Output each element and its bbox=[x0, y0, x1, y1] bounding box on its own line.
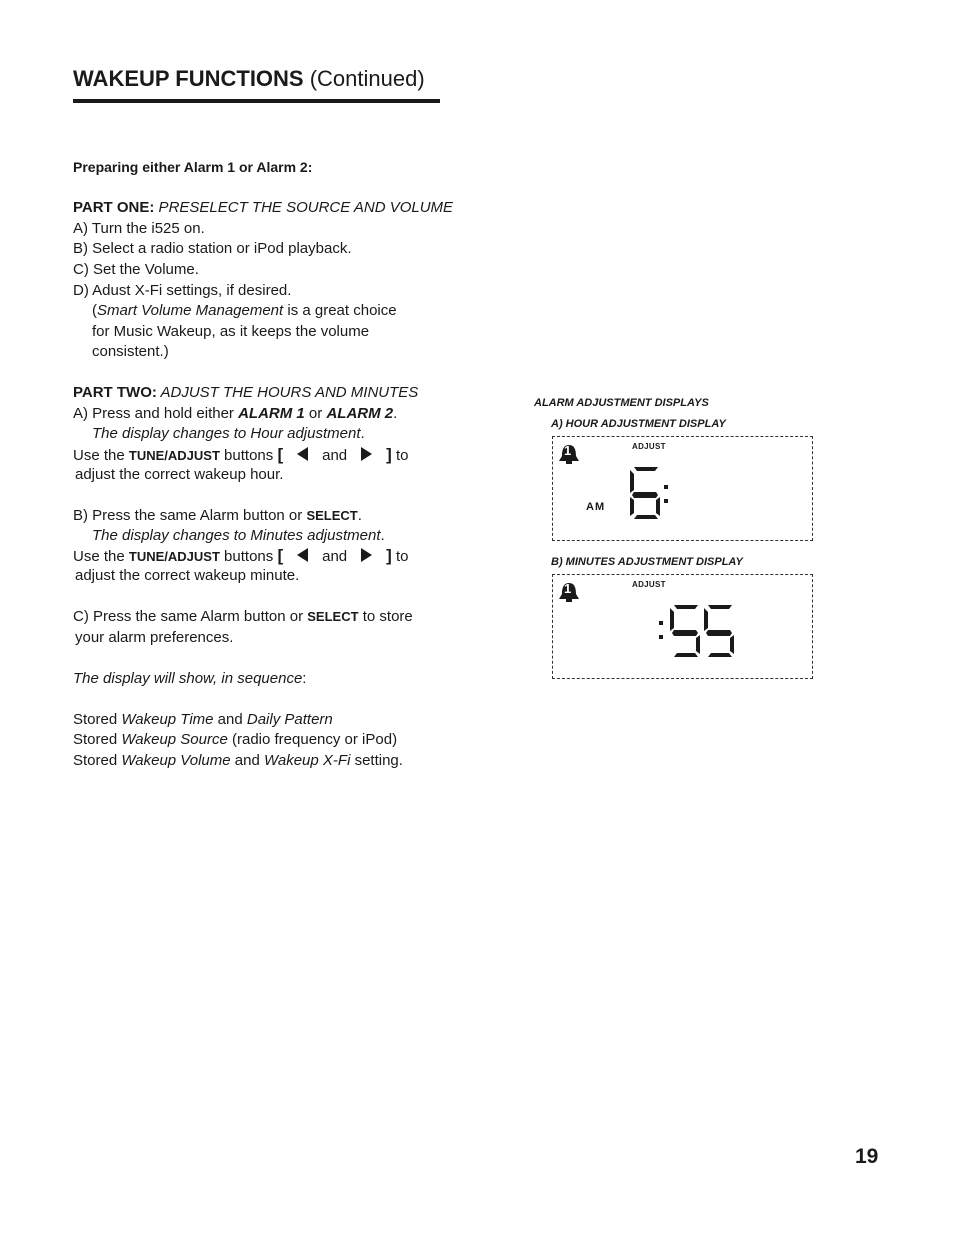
adjust-label: ADJUST bbox=[632, 442, 666, 451]
step-d-note: for Music Wakeup, as it keeps the volume bbox=[92, 323, 370, 340]
minute-digits-55 bbox=[658, 603, 736, 659]
part-two-step-c: C) Press the same Alarm button or SELECT to store bbox=[73, 608, 413, 625]
adjust-label: ADJUST bbox=[632, 580, 666, 589]
sequence-intro: The display will show, in sequence: bbox=[73, 670, 307, 687]
minutes-display-caption: B) MINUTES ADJUSTMENT DISPLAY bbox=[551, 556, 743, 568]
tune-adjust-instruction-end: adjust the correct wakeup minute. bbox=[75, 567, 300, 584]
step-a: A) Turn the i525 on. bbox=[73, 220, 205, 237]
step-d-note: consistent.) bbox=[92, 343, 169, 360]
part-one-heading: PART ONE: PRESELECT THE SOURCE AND VOLUME bbox=[73, 199, 454, 216]
left-arrow-icon bbox=[297, 548, 308, 562]
part-two-step-a-note: The display changes to Hour adjustment. bbox=[92, 425, 365, 442]
alarm-number: 1 bbox=[564, 581, 572, 596]
alarm-number: 1 bbox=[564, 443, 572, 458]
minutes-adjustment-display bbox=[552, 574, 813, 679]
tune-adjust-instruction: Use the TUNE/ADJUST buttons [ and ] to bbox=[73, 546, 409, 565]
sequence-item: Stored Wakeup Time and Daily Pattern bbox=[73, 711, 333, 728]
part-two-step-b: B) Press the same Alarm button or SELECT. bbox=[73, 507, 362, 524]
right-arrow-icon bbox=[361, 447, 372, 461]
title-underline bbox=[73, 99, 440, 103]
step-d-note: (Smart Volume Management is a great choice bbox=[92, 302, 397, 319]
part-two-step-b-note: The display changes to Minutes adjustment. bbox=[92, 527, 385, 544]
page-number: 19 bbox=[855, 1145, 879, 1168]
tune-adjust-instruction: Use the TUNE/ADJUST buttons [ and ] to bbox=[73, 445, 409, 464]
step-b: B) Select a radio station or iPod playback. bbox=[73, 240, 352, 257]
page-title: WAKEUP FUNCTIONS (Continued) bbox=[73, 66, 425, 91]
left-arrow-icon bbox=[297, 447, 308, 461]
part-two-step-a: A) Press and hold either ALARM 1 or ALARM 2. bbox=[73, 405, 398, 422]
hour-digit-6 bbox=[626, 465, 670, 521]
hour-display-caption: A) HOUR ADJUSTMENT DISPLAY bbox=[551, 418, 726, 430]
preparing-heading: Preparing either Alarm 1 or Alarm 2: bbox=[73, 159, 313, 175]
right-arrow-icon bbox=[361, 548, 372, 562]
step-c: C) Set the Volume. bbox=[73, 261, 199, 278]
step-d: D) Adust X-Fi settings, if desired. bbox=[73, 282, 292, 299]
tune-adjust-instruction-end: adjust the correct wakeup hour. bbox=[75, 466, 284, 483]
part-two-step-c-end: your alarm preferences. bbox=[75, 629, 234, 646]
am-indicator: AM bbox=[586, 501, 606, 513]
figure-caption: ALARM ADJUSTMENT DISPLAYS bbox=[534, 397, 709, 409]
sequence-item: Stored Wakeup Source (radio frequency or iPod) bbox=[73, 731, 398, 748]
hour-adjustment-display bbox=[552, 436, 813, 541]
sequence-item: Stored Wakeup Volume and Wakeup X-Fi setting. bbox=[73, 752, 403, 769]
part-two-heading: PART TWO: ADJUST THE HOURS AND MINUTES bbox=[73, 384, 419, 401]
